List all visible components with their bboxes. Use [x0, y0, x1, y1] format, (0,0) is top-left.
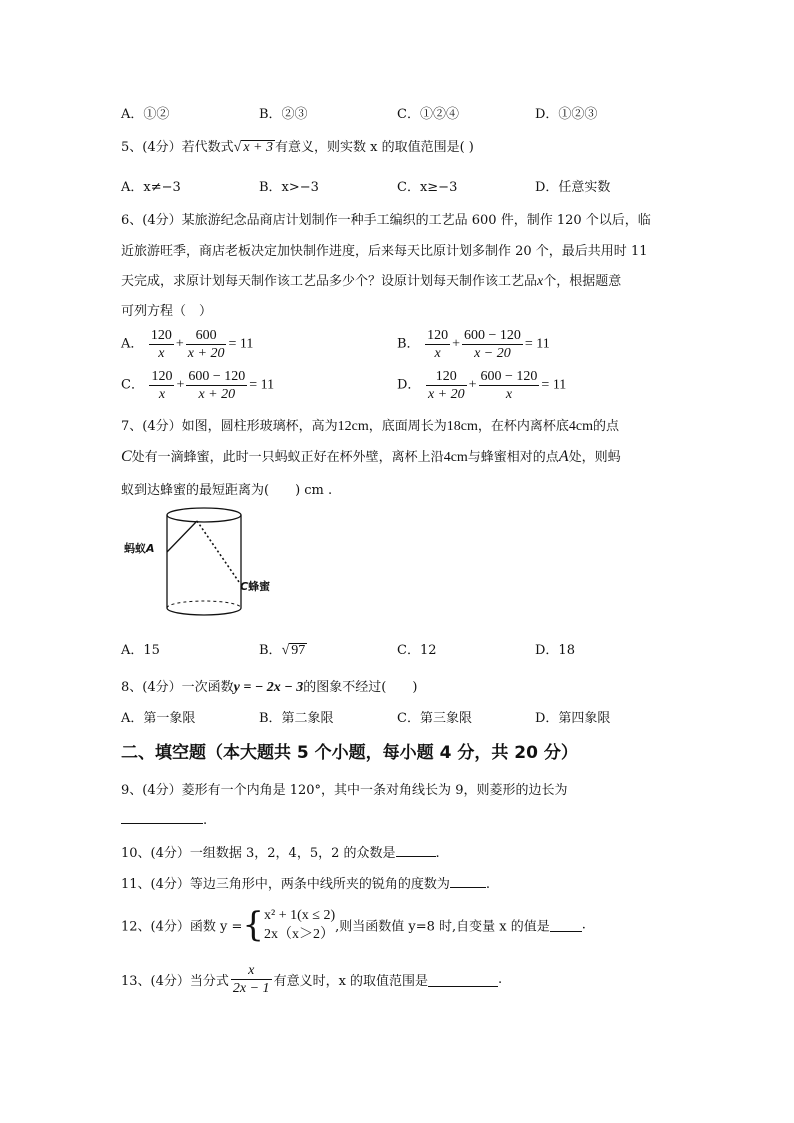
cylinder-top-ellipse — [167, 508, 241, 522]
frac-den: x — [158, 387, 166, 402]
plus-sign: + — [452, 336, 460, 352]
frac-num: 600 − 120 — [188, 369, 246, 384]
q4-option-a: A．①② — [121, 107, 170, 122]
q6-option-c-label: C． — [121, 377, 144, 393]
frac-num: 120 — [151, 369, 173, 384]
plus-sign: + — [176, 377, 185, 393]
frac-num: 600 − 120 — [463, 328, 521, 343]
q7-distance: 4cm — [568, 419, 593, 434]
q9-text: 9、(4分）菱形有一个内角是 120°，其中一条对角线长为 9，则菱形的边长为 — [121, 783, 568, 798]
q8-option-d: D．第四象限 — [535, 711, 611, 726]
honey-path-dotted — [197, 521, 239, 582]
cylinder-bottom-front — [167, 608, 241, 615]
q7-option-d: D．18 — [535, 643, 575, 658]
q6-line-2: 近旅游旺季，商店老板决定加快制作进度，后来每天比原计划多制作 20 个，最后共用时 11 — [121, 244, 648, 259]
cylinder-figure — [120, 502, 290, 622]
fig-ant-text: 蚂蚁 — [124, 542, 146, 555]
q7-height: 12cm — [337, 419, 369, 434]
q7-text: 7、(4分）如图，圆柱形玻璃杯，高为 — [121, 419, 338, 434]
q7-distance: 4cm — [443, 450, 468, 465]
rhs: = 11 — [228, 336, 254, 352]
q6-option-b — [397, 327, 550, 362]
q9-answer-line — [121, 810, 207, 828]
q5-radicand: x + 3 — [243, 140, 273, 155]
q6-option-c — [121, 368, 274, 403]
question-10 — [121, 842, 440, 861]
q7-option-b-radicand: 97 — [291, 643, 306, 658]
q5-option-c: C．x≥−3 — [397, 180, 458, 195]
plus-sign: + — [175, 336, 184, 352]
q5-option-a: A．x≠−3 — [121, 180, 181, 195]
question-8 — [121, 676, 417, 696]
q10-period: . — [435, 846, 440, 861]
q7-option-b-label: B． — [259, 643, 282, 658]
fig-honey-label — [240, 578, 270, 594]
q13-fraction — [231, 962, 272, 997]
q13-prefix: 13、(4分）当分式 — [121, 974, 229, 989]
q11-period: . — [485, 877, 491, 892]
question-12 — [121, 906, 586, 944]
section-2-title: 二、填空题（本大题共 5 个小题，每小题 4 分，共 20 分） — [121, 743, 578, 763]
q12-prefix: 12、(4分）函数 y = — [121, 919, 243, 935]
q6-option-a-label: A． — [121, 336, 144, 352]
q8-option-b: B．第二象限 — [259, 711, 334, 726]
frac-num: 600 — [186, 327, 227, 345]
q7-text: 处有一滴蜂蜜，此时一只蚂蚁正好在杯外壁，离杯上沿 — [131, 450, 444, 465]
q7-text: ，底面周长为 — [368, 419, 447, 434]
q4-option-c: C．①②④ — [397, 107, 459, 122]
q4-option-b: B．②③ — [259, 107, 308, 122]
q11-blank — [450, 874, 486, 888]
plus-sign: + — [468, 377, 477, 393]
q7-line-1 — [121, 415, 619, 435]
frac-den: 2x − 1 — [232, 981, 270, 996]
frac-num: x — [231, 962, 272, 980]
q7-option-a: A．15 — [121, 643, 160, 658]
rhs: = 11 — [524, 336, 550, 352]
frac-num: 600 − 120 — [480, 369, 538, 384]
brace-icon: { — [242, 905, 265, 945]
q8-option-c: C．第三象限 — [397, 711, 472, 726]
frac-den: x — [434, 346, 441, 361]
q7-option-c: C．12 — [397, 643, 437, 658]
fig-honey-text: 蜂蜜 — [248, 580, 271, 593]
q13-blank — [428, 973, 498, 987]
frac-den: x + 20 — [198, 387, 236, 402]
q12-piece-1: x² + 1(x ≤ 2) — [264, 908, 336, 923]
question-5: 5、(4分）若代数式√ x + 3 有意义，则实数 x 的取值范围是( ) — [121, 140, 474, 155]
ant-path-line — [167, 521, 197, 552]
q6-option-d-label: D． — [397, 377, 421, 393]
frac-den: x — [158, 346, 165, 361]
frac-den: x + 20 — [427, 387, 465, 402]
q7-circumference: 18cm — [446, 419, 478, 434]
q7-line-3: 蚁到达蜂蜜的最短距离为( ) cm . — [121, 483, 333, 498]
q11-text: 11、(4分）等边三角形中，两条中线所夹的锐角的度数为 — [121, 877, 450, 892]
question-13 — [121, 962, 502, 997]
q6-option-b-label: B． — [397, 336, 420, 352]
q8-function: y = − 2x − 3 — [233, 680, 304, 695]
q5-option-d: D．任意实数 — [535, 180, 611, 195]
question-11 — [121, 873, 490, 892]
frac-num: 120 — [150, 328, 172, 343]
q7-text: 处，则蚂 — [568, 450, 621, 465]
q8-text-b: 的图象不经过( ) — [303, 680, 418, 695]
q6-variable: x — [537, 274, 544, 289]
q6-line-3-b: 个，根据题意 — [543, 274, 622, 289]
q6-line-4: 可列方程（ ） — [121, 304, 213, 319]
q7-point-c: C — [121, 448, 132, 465]
frac-den: x − 20 — [474, 346, 511, 361]
q10-blank — [396, 843, 436, 857]
q6-option-a — [121, 327, 253, 362]
rhs: = 11 — [541, 377, 567, 393]
frac-num: 120 — [426, 368, 467, 386]
q10-text: 10、(4分）一组数据 3，2，4，5，2 的众数是 — [121, 846, 396, 861]
frac-den: x + 20 — [187, 346, 225, 361]
q7-line-2 — [121, 446, 621, 466]
rhs: = 11 — [249, 377, 275, 393]
fig-point-a: A — [146, 542, 155, 555]
q5-suffix: 有意义，则实数 x 的取值范围是( ) — [274, 140, 474, 155]
q4-option-d: D．①②③ — [535, 107, 598, 122]
fig-ant-label — [124, 540, 155, 556]
fig-point-c: C — [240, 580, 249, 593]
cylinder-bottom-back — [167, 601, 241, 608]
q9-blank — [121, 810, 203, 824]
q12-piece-2: 2x（x＞2） — [264, 927, 335, 942]
q5-option-b: B．x>−3 — [259, 180, 319, 195]
q13-suffix: 有意义时，x 的取值范围是 — [273, 974, 429, 989]
frac-den: x — [505, 387, 513, 402]
frac-num: 120 — [427, 328, 449, 343]
q12-blank — [550, 918, 582, 932]
q6-line-1: 6、(4分）某旅游纪念品商店计划制作一种手工编织的工艺品 600 件，制作 120 个以后，临 — [121, 213, 651, 228]
q6-line-3 — [121, 270, 621, 290]
q7-text: 与蜂蜜相对的点 — [467, 450, 559, 465]
q8-option-a: A．第一象限 — [121, 711, 196, 726]
q13-period: . — [498, 972, 503, 987]
q12-suffix: ,则当函数值 y=8 时,自变量 x 的值是 — [335, 919, 550, 935]
q7-point-a: A — [558, 448, 569, 465]
q7-text: ，在杯内离杯底 — [477, 419, 569, 434]
q9-period: . — [203, 813, 208, 828]
q7-text: 的点 — [592, 419, 619, 434]
q6-line-3-a: 天完成，求原计划每天制作该工艺品多少个？设原计划每天制作该工艺品 — [121, 274, 538, 289]
q7-option-b: B．√ 97 — [259, 643, 306, 658]
q5-prefix: 5、(4分）若代数式 — [121, 140, 234, 155]
q12-period: . — [581, 917, 586, 933]
q8-text-a: 8、(4分）一次函数 — [121, 680, 234, 695]
q12-pieces — [264, 906, 335, 944]
q6-option-d — [397, 368, 566, 403]
